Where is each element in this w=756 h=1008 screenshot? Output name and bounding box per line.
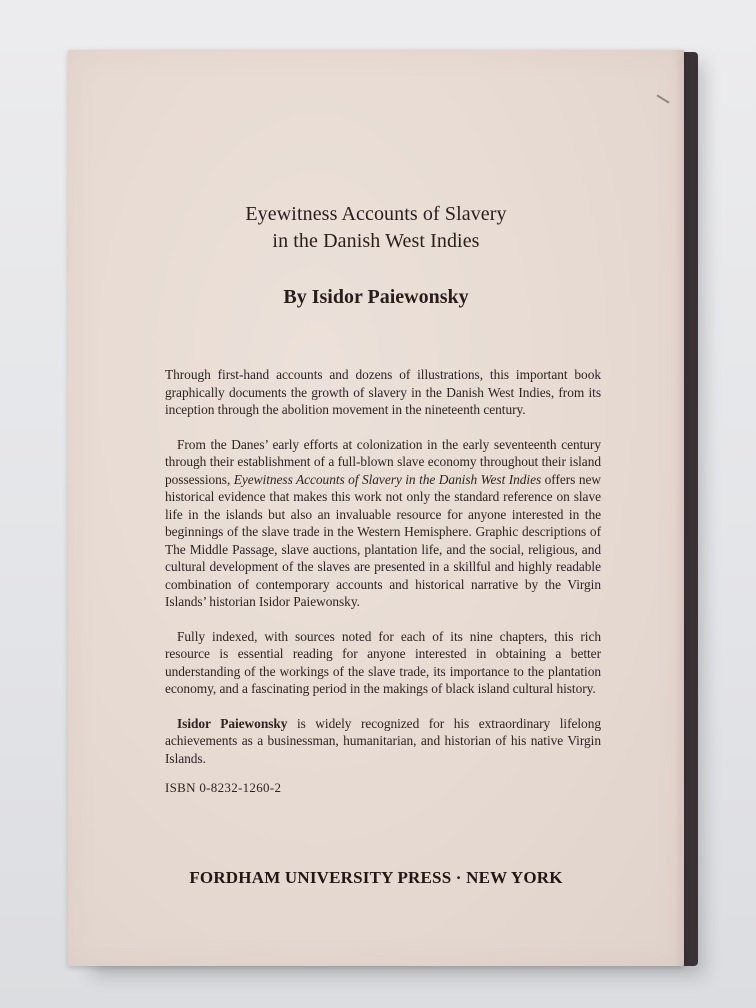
book-author: By Isidor Paiewonsky bbox=[283, 286, 469, 308]
book-back-cover bbox=[68, 50, 684, 966]
blurb-paragraph-1: Through first-hand accounts and dozens of illustrations, this important book graphically documents the growth of slavery in the Danish West Indies, from its inception through the abolition movement in the nineteenth century. bbox=[165, 367, 601, 417]
blurb-paragraph-2 bbox=[165, 436, 601, 611]
publisher-imprint: FORDHAM UNIVERSITY PRESS · NEW YORK bbox=[189, 868, 563, 887]
book-title bbox=[68, 201, 684, 255]
blurb-paragraph-2-end: offers new historical evidence that makes this work not only the standard reference on slave life in the islands but also an invaluable resource for anyone interested in the beginnings of the slave trade in the Western Hemisphere. Graphic descriptions of The Middle Passage, slave auctions, plantation life, and the social, religious, and cultural development of the slaves are presented in a skillful and highly readable combination of contemporary accounts and historical narrative by the Virgin Islands’ historian Isidor Paiewonsky. bbox=[165, 471, 601, 609]
book-title-line-2: in the Danish West Indies bbox=[272, 230, 480, 252]
book-title-line-1: Eyewitness Accounts of Slavery bbox=[245, 203, 507, 225]
author-bio-name: Isidor Paiewonsky bbox=[177, 715, 288, 731]
author-bio bbox=[165, 715, 601, 768]
blurb-paragraph-2-start: From the Danes’ early efforts at colonization in the early seventeenth century through their establishment of a full-blown slave economy throughout their island possessions, bbox=[165, 436, 601, 487]
blurb bbox=[165, 366, 601, 784]
blurb-italic-title: Eyewitness Accounts of Slavery in the Danish West Indies bbox=[233, 471, 542, 487]
crease-mark bbox=[657, 94, 670, 103]
blurb-paragraph-3: Fully indexed, with sources noted for each of its nine chapters, this rich resource is essential reading for anyone interested in obtaining a better understanding of the workings of the slave trade, its importance to the plantation economy, and a fascinating period in the makings of black island cultural history. bbox=[165, 628, 601, 696]
isbn: ISBN 0-8232-1260-2 bbox=[165, 780, 282, 795]
author-bio-text: is widely recognized for his extraordinary lifelong achievements as a businessman, humanitarian, and historian of his native Virgin Islands. bbox=[165, 715, 601, 766]
